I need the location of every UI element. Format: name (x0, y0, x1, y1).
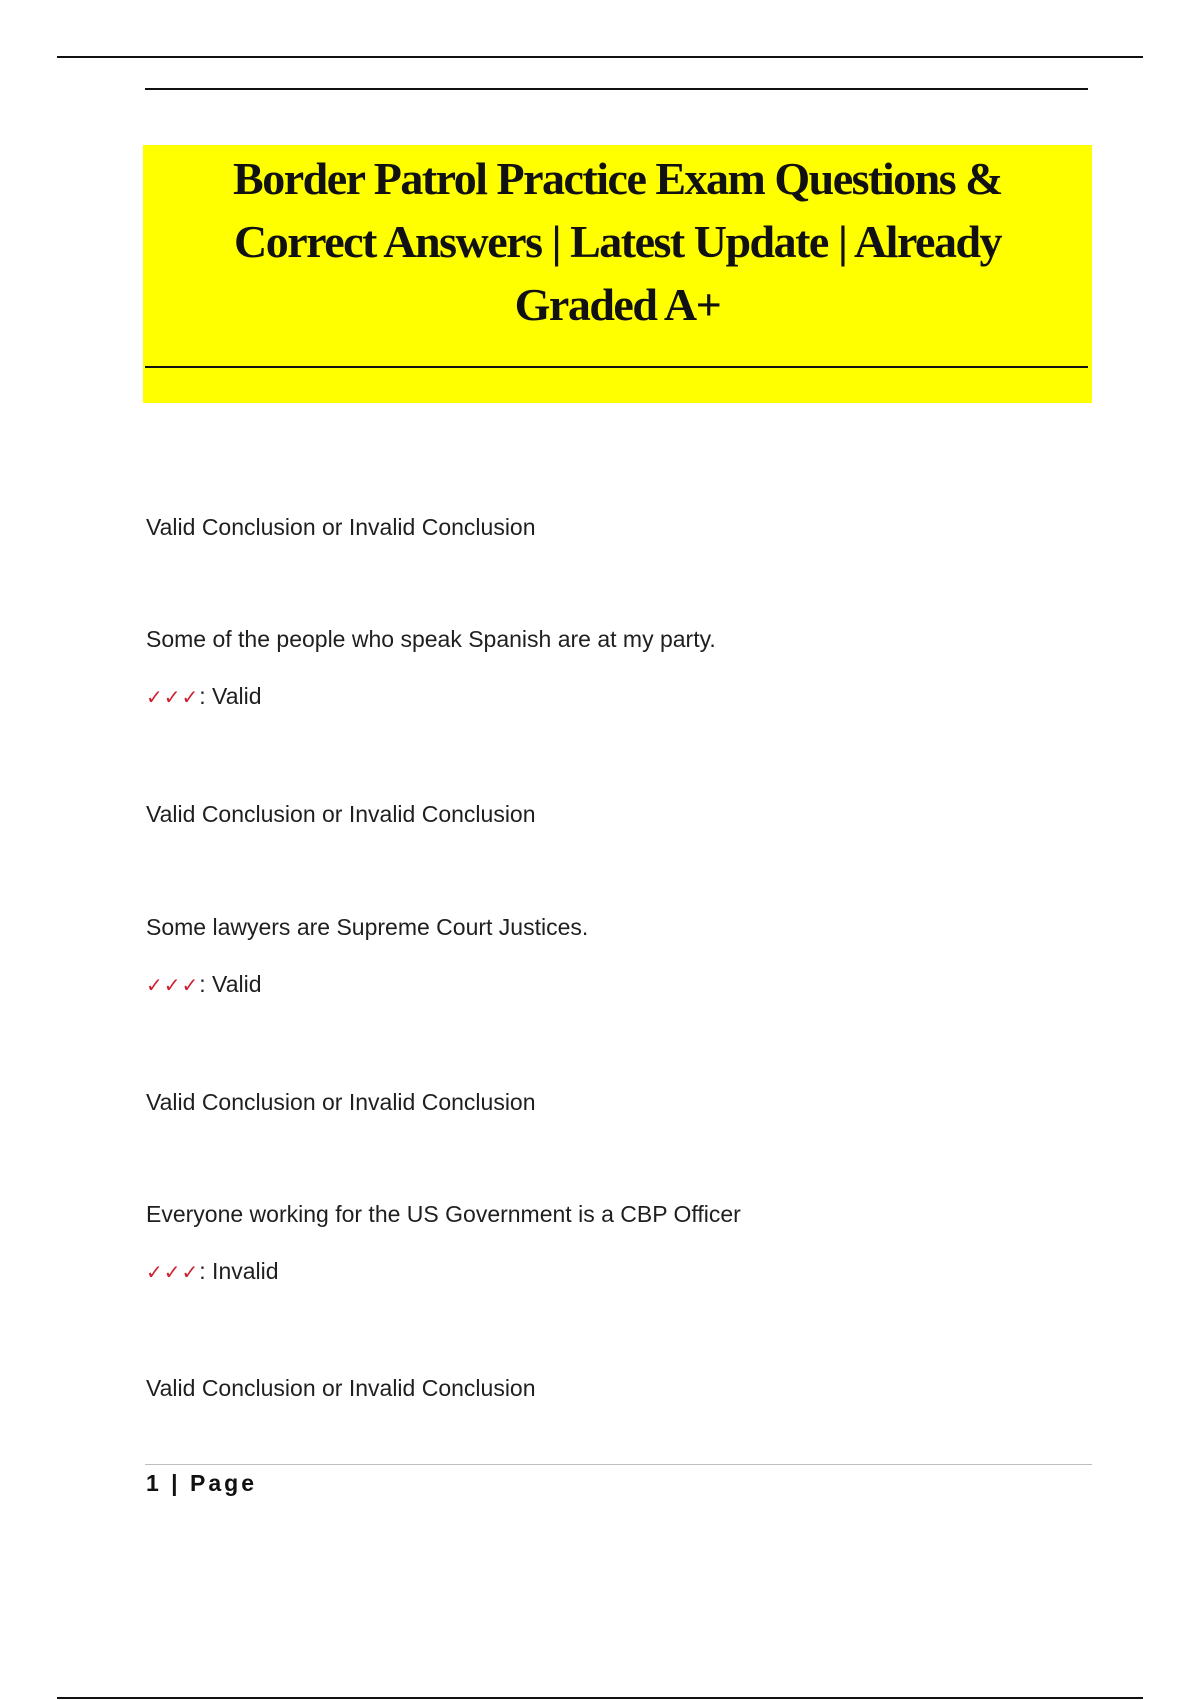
question-prompt: Valid Conclusion or Invalid Conclusion (146, 514, 536, 540)
answer-line (146, 1257, 279, 1286)
question-statement: Some lawyers are Supreme Court Justices. (146, 914, 589, 940)
answer-text: : Valid (199, 683, 262, 709)
title-line-2: Correct Answers | Latest Update | Already (233, 216, 1002, 267)
answer-text: : Valid (199, 971, 262, 997)
title-line-1: Border Patrol Practice Exam Questions & (233, 153, 1002, 204)
check-mark-icon: ✓✓✓ (146, 1260, 200, 1284)
title-underline (145, 366, 1088, 368)
header-rule (145, 88, 1088, 90)
page-bottom-rule (57, 1697, 1143, 1699)
question-statement: Some of the people who speak Spanish are at my party. (146, 626, 716, 652)
footer-rule (145, 1464, 1092, 1465)
question-prompt: Valid Conclusion or Invalid Conclusion (146, 801, 536, 827)
document-title (143, 145, 1092, 336)
page-number: 1 | Page (146, 1470, 257, 1496)
answer-line (146, 682, 262, 711)
check-mark-icon: ✓✓✓ (146, 685, 200, 709)
question-statement: Everyone working for the US Government is a CBP Officer (146, 1201, 741, 1227)
answer-line (146, 970, 262, 999)
check-mark-icon: ✓✓✓ (146, 973, 200, 997)
title-line-3: Graded A+ (514, 279, 721, 330)
question-prompt: Valid Conclusion or Invalid Conclusion (146, 1375, 536, 1401)
question-prompt: Valid Conclusion or Invalid Conclusion (146, 1089, 536, 1115)
title-banner (143, 145, 1092, 403)
page-top-rule (57, 56, 1143, 58)
answer-text: : Invalid (199, 1258, 279, 1284)
